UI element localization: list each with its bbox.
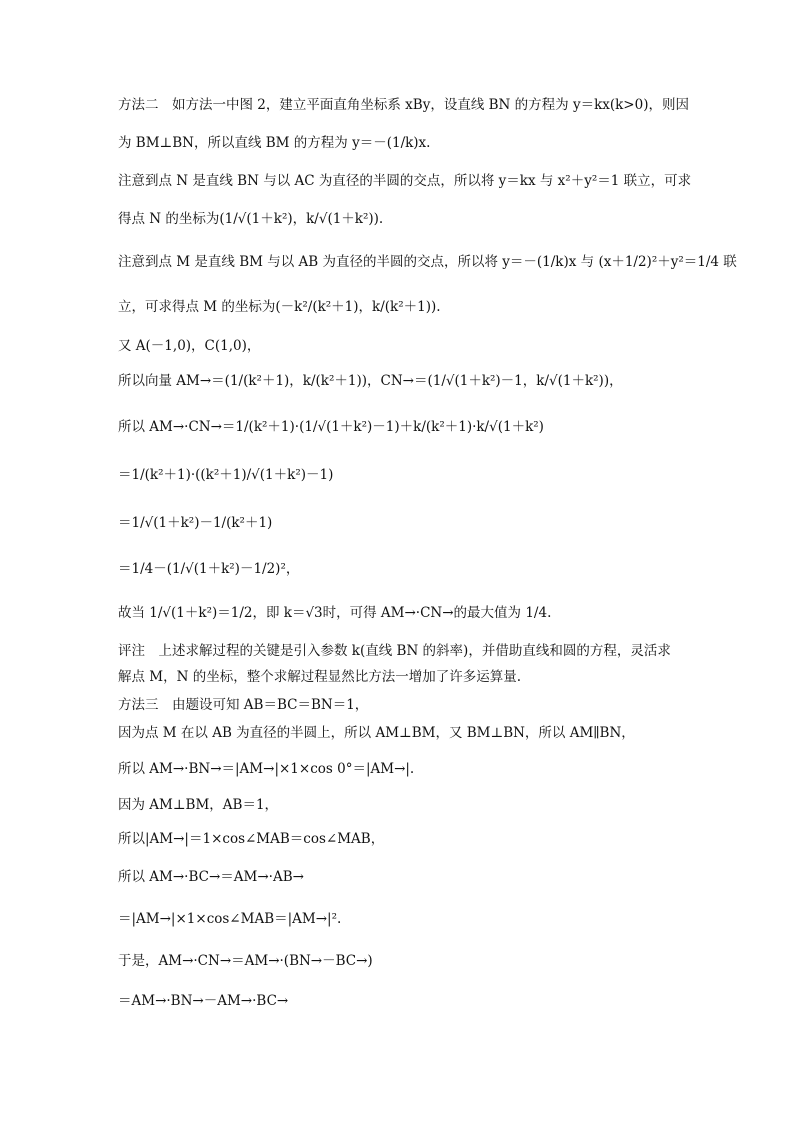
text-line: 为 BM⊥BN，所以直线 BM 的方程为 y＝－(1/k)x. bbox=[118, 135, 431, 151]
text-line: 于是，AM→·CN→＝AM→·(BN→－BC→) bbox=[118, 953, 373, 969]
text-line: 评注 上述求解过程的关键是引入参数 k(直线 BN 的斜率)，并借助直线和圆的方程，灵活求 bbox=[118, 643, 671, 659]
text-line: 所以 AM→·BN→＝|AM→|×1×cos 0°＝|AM→|. bbox=[118, 761, 415, 777]
text-line: 方法三 由题设可知 AB＝BC＝BN＝1， bbox=[118, 697, 369, 713]
text-line: 所以|AM→|＝1×cos∠MAB＝cos∠MAB， bbox=[118, 831, 385, 847]
text-line: 注意到点 N 是直线 BN 与以 AC 为直径的半圆的交点，所以将 y＝kx 与 x²＋y²＝1 联立，可求 bbox=[118, 173, 692, 189]
text-line: 方法二 如方法一中图 2，建立平面直角坐标系 xBy，设直线 BN 的方程为 y＝kx(k>0)，则因 bbox=[118, 97, 689, 113]
text-line: 所以 AM→·BC→＝AM→·AB→ bbox=[118, 869, 304, 885]
text-line: 因为 AM⊥BM，AB＝1， bbox=[118, 797, 279, 813]
text-line: 得点 N 的坐标为(1/√(1＋k²)，k/√(1＋k²)). bbox=[118, 211, 384, 227]
text-line: 解点 M，N 的坐标，整个求解过程显然比方法一增加了许多运算量. bbox=[118, 669, 522, 685]
text-line: 立，可求得点 M 的坐标为(－k²/(k²＋1)，k/(k²＋1)). bbox=[118, 299, 441, 315]
text-line: 又 A(－1,0)，C(1,0)， bbox=[118, 338, 261, 354]
text-line: ＝AM→·BN→－AM→·BC→ bbox=[118, 993, 289, 1009]
text-line: 所以 AM→·CN→＝1/(k²＋1)·(1/√(1＋k²)－1)＋k/(k²＋1)·k/√(1＋k²) bbox=[118, 419, 544, 435]
text-line: 因为点 M 在以 AB 为直径的半圆上，所以 AM⊥BM，又 BM⊥BN，所以 AM∥BN， bbox=[118, 725, 635, 741]
text-line: ＝|AM→|×1×cos∠MAB＝|AM→|². bbox=[118, 911, 342, 927]
text-line: ＝1/(k²＋1)·((k²＋1)/√(1＋k²)－1) bbox=[118, 467, 334, 483]
text-line: ＝1/4－(1/√(1＋k²)－1/2)²， bbox=[118, 561, 300, 577]
text-line: ＝1/√(1＋k²)－1/(k²＋1) bbox=[118, 515, 273, 531]
text-line: 故当 1/√(1＋k²)＝1/2，即 k＝√3时，可得 AM→·CN→的最大值为 1/4. bbox=[118, 605, 552, 621]
text-line: 注意到点 M 是直线 BM 与以 AB 为直径的半圆的交点，所以将 y＝－(1/k)x 与 (x＋1/2)²＋y²＝1/4 联 bbox=[118, 254, 737, 270]
text-line: 所以向量 AM→＝(1/(k²＋1)，k/(k²＋1))，CN→＝(1/√(1＋k²)－1，k/√(1＋k²))， bbox=[118, 373, 623, 389]
